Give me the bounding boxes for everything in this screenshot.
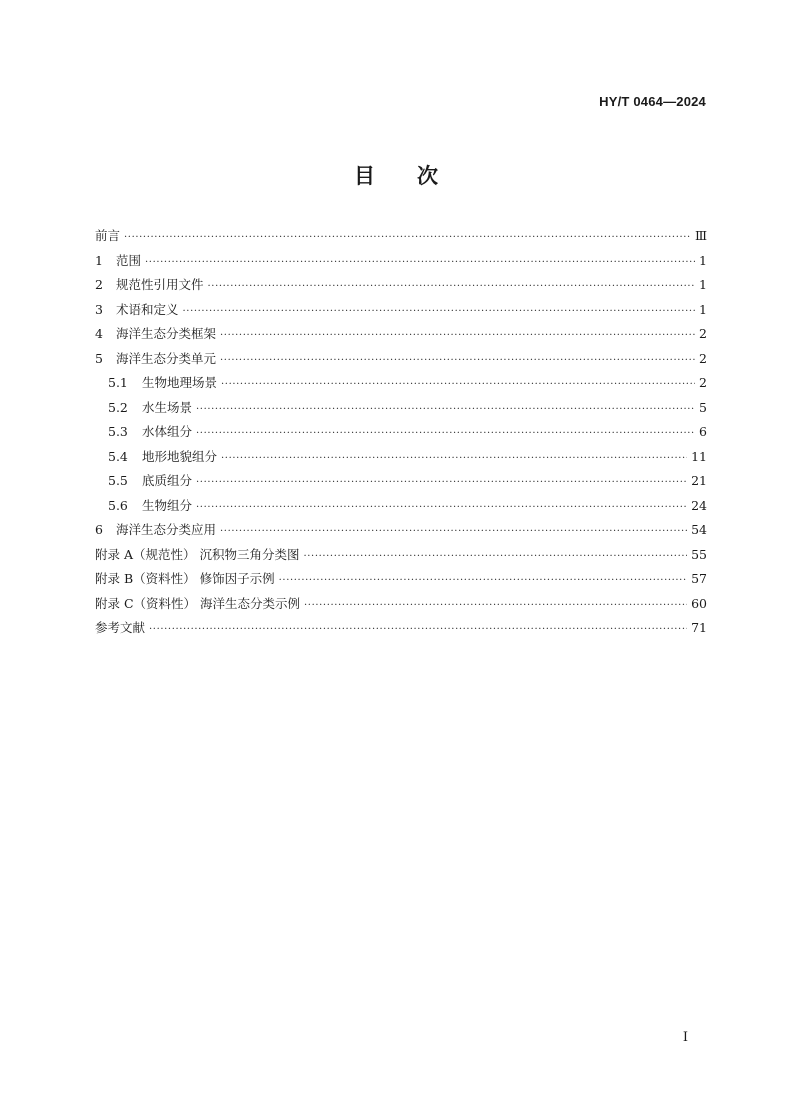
toc-entry-number: 6 [95, 522, 103, 537]
dot-leader [196, 502, 687, 513]
toc-entry-label: 参考文献 [95, 620, 146, 635]
toc-entry-page: 2 [699, 326, 707, 341]
toc-entry-page: 24 [691, 497, 707, 513]
toc-entry-number: 5.3 [108, 424, 128, 439]
toc-entry[interactable] [95, 275, 707, 300]
toc-entry[interactable] [95, 594, 707, 619]
toc-entry-label: 水体组分 [142, 424, 193, 439]
toc-entry-number: 5.1 [108, 375, 128, 390]
toc-entry-label: 底质组分 [142, 473, 193, 488]
dot-leader [124, 232, 691, 243]
toc-entry-label: 水生场景 [142, 399, 193, 415]
page-number: Ⅰ [682, 1030, 688, 1045]
toc-entry-number: 5.4 [108, 448, 128, 464]
toc-entry-label: 附录 C（资料性） 海洋生态分类示例 [95, 595, 301, 611]
toc-entry-page: 1 [699, 277, 707, 292]
toc-entry[interactable] [95, 496, 707, 521]
toc-entry-label: 范围 [116, 252, 142, 268]
toc-entry-page: 5 [699, 399, 707, 415]
table-of-contents [95, 226, 707, 643]
dot-leader [303, 551, 687, 562]
toc-entry-page: 1 [699, 252, 707, 268]
toc-entry-page: 6 [699, 424, 707, 439]
dot-leader [145, 257, 695, 268]
toc-entry-page: 2 [699, 375, 707, 390]
dot-leader [279, 575, 687, 586]
dot-leader [221, 379, 695, 390]
toc-entry-page: 11 [691, 448, 707, 464]
toc-entry[interactable] [95, 226, 707, 251]
toc-entry-page: 21 [691, 473, 707, 488]
toc-entry-page: 60 [691, 595, 707, 611]
toc-entry[interactable] [95, 569, 707, 594]
toc-entry[interactable] [95, 373, 707, 398]
dot-leader [220, 330, 695, 341]
dot-leader [221, 453, 687, 464]
toc-entry-label: 前言 [95, 228, 121, 243]
toc-entry-label: 海洋生态分类应用 [116, 522, 217, 537]
toc-entry-label: 生物地理场景 [142, 375, 218, 390]
toc-entry[interactable] [95, 349, 707, 374]
toc-entry-label: 附录 A（规范性） 沉积物三角分类图 [95, 546, 300, 562]
toc-entry-number: 5 [95, 350, 103, 366]
toc-entry[interactable] [95, 251, 707, 276]
dot-leader [220, 526, 687, 537]
toc-entry-number: 5.2 [108, 399, 128, 415]
toc-entry[interactable] [95, 447, 707, 472]
toc-entry-page: Ⅲ [694, 228, 707, 243]
toc-entry-number: 5.5 [108, 473, 128, 488]
toc-entry-page: 71 [691, 620, 707, 635]
toc-entry-label: 附录 B（资料性） 修饰因子示例 [95, 571, 275, 586]
toc-entry-number: 2 [95, 277, 103, 292]
toc-entry-page: 54 [691, 522, 707, 537]
toc-entry-page: 57 [691, 571, 707, 586]
toc-entry[interactable] [95, 398, 707, 423]
dot-leader [196, 428, 695, 439]
toc-entry[interactable] [95, 545, 707, 570]
dot-leader [304, 600, 687, 611]
toc-entry-number: 5.6 [108, 497, 128, 513]
toc-entry-number: 1 [95, 252, 103, 268]
toc-entry-page: 2 [699, 350, 707, 366]
dot-leader [196, 477, 687, 488]
toc-entry-label: 生物组分 [142, 497, 193, 513]
toc-entry[interactable] [95, 520, 707, 545]
dot-leader [183, 306, 696, 317]
page-title: 目次 [354, 164, 480, 188]
toc-entry[interactable] [95, 422, 707, 447]
dot-leader [208, 281, 696, 292]
toc-entry-number: 4 [95, 326, 103, 341]
toc-entry-label: 海洋生态分类框架 [116, 326, 217, 341]
toc-entry[interactable] [95, 300, 707, 325]
toc-entry-page: 55 [691, 546, 707, 562]
dot-leader [220, 355, 695, 366]
toc-entry-label: 规范性引用文件 [116, 277, 204, 292]
toc-entry-page: 1 [699, 301, 707, 317]
dot-leader [149, 624, 687, 635]
toc-entry-label: 地形地貌组分 [142, 448, 218, 464]
document-code: HY/T 0464—2024 [599, 94, 706, 109]
toc-entry-label: 海洋生态分类单元 [116, 350, 217, 366]
toc-entry-number: 3 [95, 301, 103, 317]
toc-entry[interactable] [95, 324, 707, 349]
dot-leader [196, 404, 695, 415]
toc-entry-label: 术语和定义 [116, 301, 179, 317]
toc-entry[interactable] [95, 618, 707, 643]
toc-entry[interactable] [95, 471, 707, 496]
